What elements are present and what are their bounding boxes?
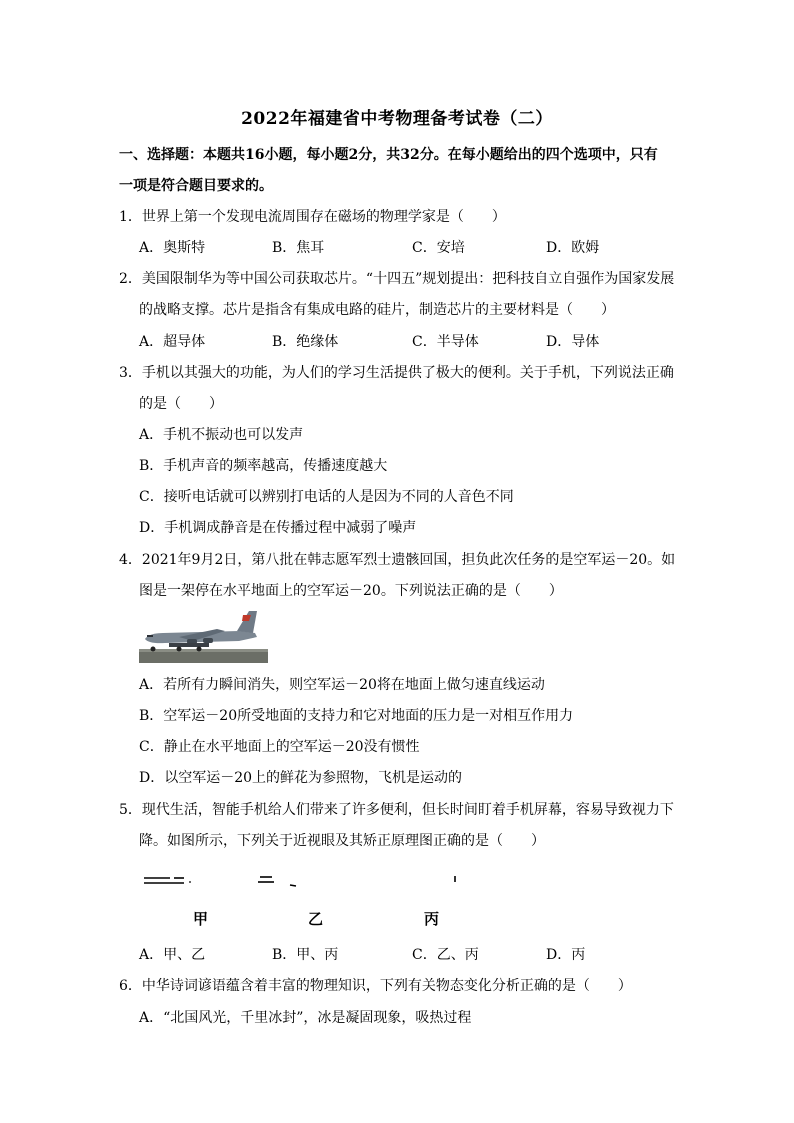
question-3-stem-line1: 3．手机以其强大的功能，为人们的学习生活提供了极大的便利。关于手机，下列说法正确 [119, 365, 674, 381]
question-3-option-d: D．手机调成静音是在传播过程中减弱了噪声 [139, 520, 417, 536]
question-5-option-a: A．甲、乙 [139, 947, 206, 963]
question-5-option-d: D．丙 [546, 947, 586, 963]
question-1-option-b: B．焦耳 [272, 240, 325, 256]
question-3-stem-line2: 的是（ ） [139, 396, 223, 412]
question-6-stem: 6．中华诗词谚语蕴含着丰富的物理知识，下列有关物态变化分析正确的是（ ） [119, 978, 632, 994]
question-2-option-d: D．导体 [546, 334, 600, 350]
question-1-option-d: D．欧姆 [546, 240, 600, 256]
question-4-option-c: C．静止在水平地面上的空军运－20没有惯性 [139, 739, 420, 755]
question-5-stem-line2: 降。如图所示，下列关于近视眼及其矫正原理图正确的是（ ） [139, 833, 545, 849]
question-3-option-c: C．接听电话就可以辨别打电话的人是因为不同的人音色不同 [139, 489, 514, 505]
question-2-stem-line1: 2．美国限制华为等中国公司获取芯片。“十四五”规划提出：把科技自立自强作为国家发展 [119, 271, 675, 287]
question-1-stem: 1．世界上第一个发现电流周围存在磁场的物理学家是（ ） [119, 209, 506, 225]
question-4-stem-line2: 图是一架停在水平地面上的空军运－20。下列说法正确的是（ ） [139, 583, 563, 599]
question-4-option-b: B．空军运－20所受地面的支持力和它对地面的压力是一对相互作用力 [139, 708, 574, 724]
question-2-option-b: B．绝缘体 [272, 334, 339, 350]
question-2-option-c: C．半导体 [412, 334, 479, 350]
question-1-option-c: C．安培 [412, 240, 465, 256]
question-1-option-a: A．奥斯特 [139, 240, 206, 256]
question-2-stem-line2: 的战略支撑。芯片是指含有集成电路的硅片，制造芯片的主要材料是（ ） [139, 302, 615, 318]
question-5-stem-line1: 5．现代生活，智能手机给人们带来了许多便利，但长时间盯着手机屏幕，容易导致视力下 [119, 802, 674, 818]
question-3-option-b: B．手机声音的频率越高，传播速度越大 [139, 458, 388, 474]
figure-label-yi: 乙 [308, 910, 324, 928]
section-heading-line2: 一项是符合题目要求的。 [119, 178, 273, 194]
figure-yi-diagram [258, 877, 296, 886]
page-title: 2022年福建省中考物理备考试卷（二） [241, 109, 553, 129]
question-4-stem-line1: 4．2021年9月2日，第八批在韩志愿军烈士遗骸回国，担负此次任务的是空军运－20。如 [119, 552, 676, 568]
transport-aircraft-image [139, 609, 268, 663]
question-3-option-a: A．手机不振动也可以发声 [139, 427, 304, 443]
question-5-option-c: C．乙、丙 [412, 947, 479, 963]
eye-diagram-figures [140, 868, 480, 892]
figure-label-bing: 丙 [424, 910, 440, 928]
question-6-option-a: A．“北国风光，千里冰封”，冰是凝固现象，吸热过程 [139, 1010, 472, 1026]
figure-jia-diagram [144, 878, 191, 883]
question-4-option-a: A．若所有力瞬间消失，则空军运－20将在地面上做匀速直线运动 [139, 677, 545, 693]
figure-label-jia: 甲 [193, 910, 209, 928]
question-2-option-a: A．超导体 [139, 334, 206, 350]
section-heading-line1: 一、选择题：本题共16小题，每小题2分，共32分。在每小题给出的四个选项中，只有 [119, 147, 658, 163]
question-5-option-b: B．甲、丙 [272, 947, 339, 963]
question-4-option-d: D．以空军运－20上的鲜花为参照物，飞机是运动的 [139, 770, 463, 786]
